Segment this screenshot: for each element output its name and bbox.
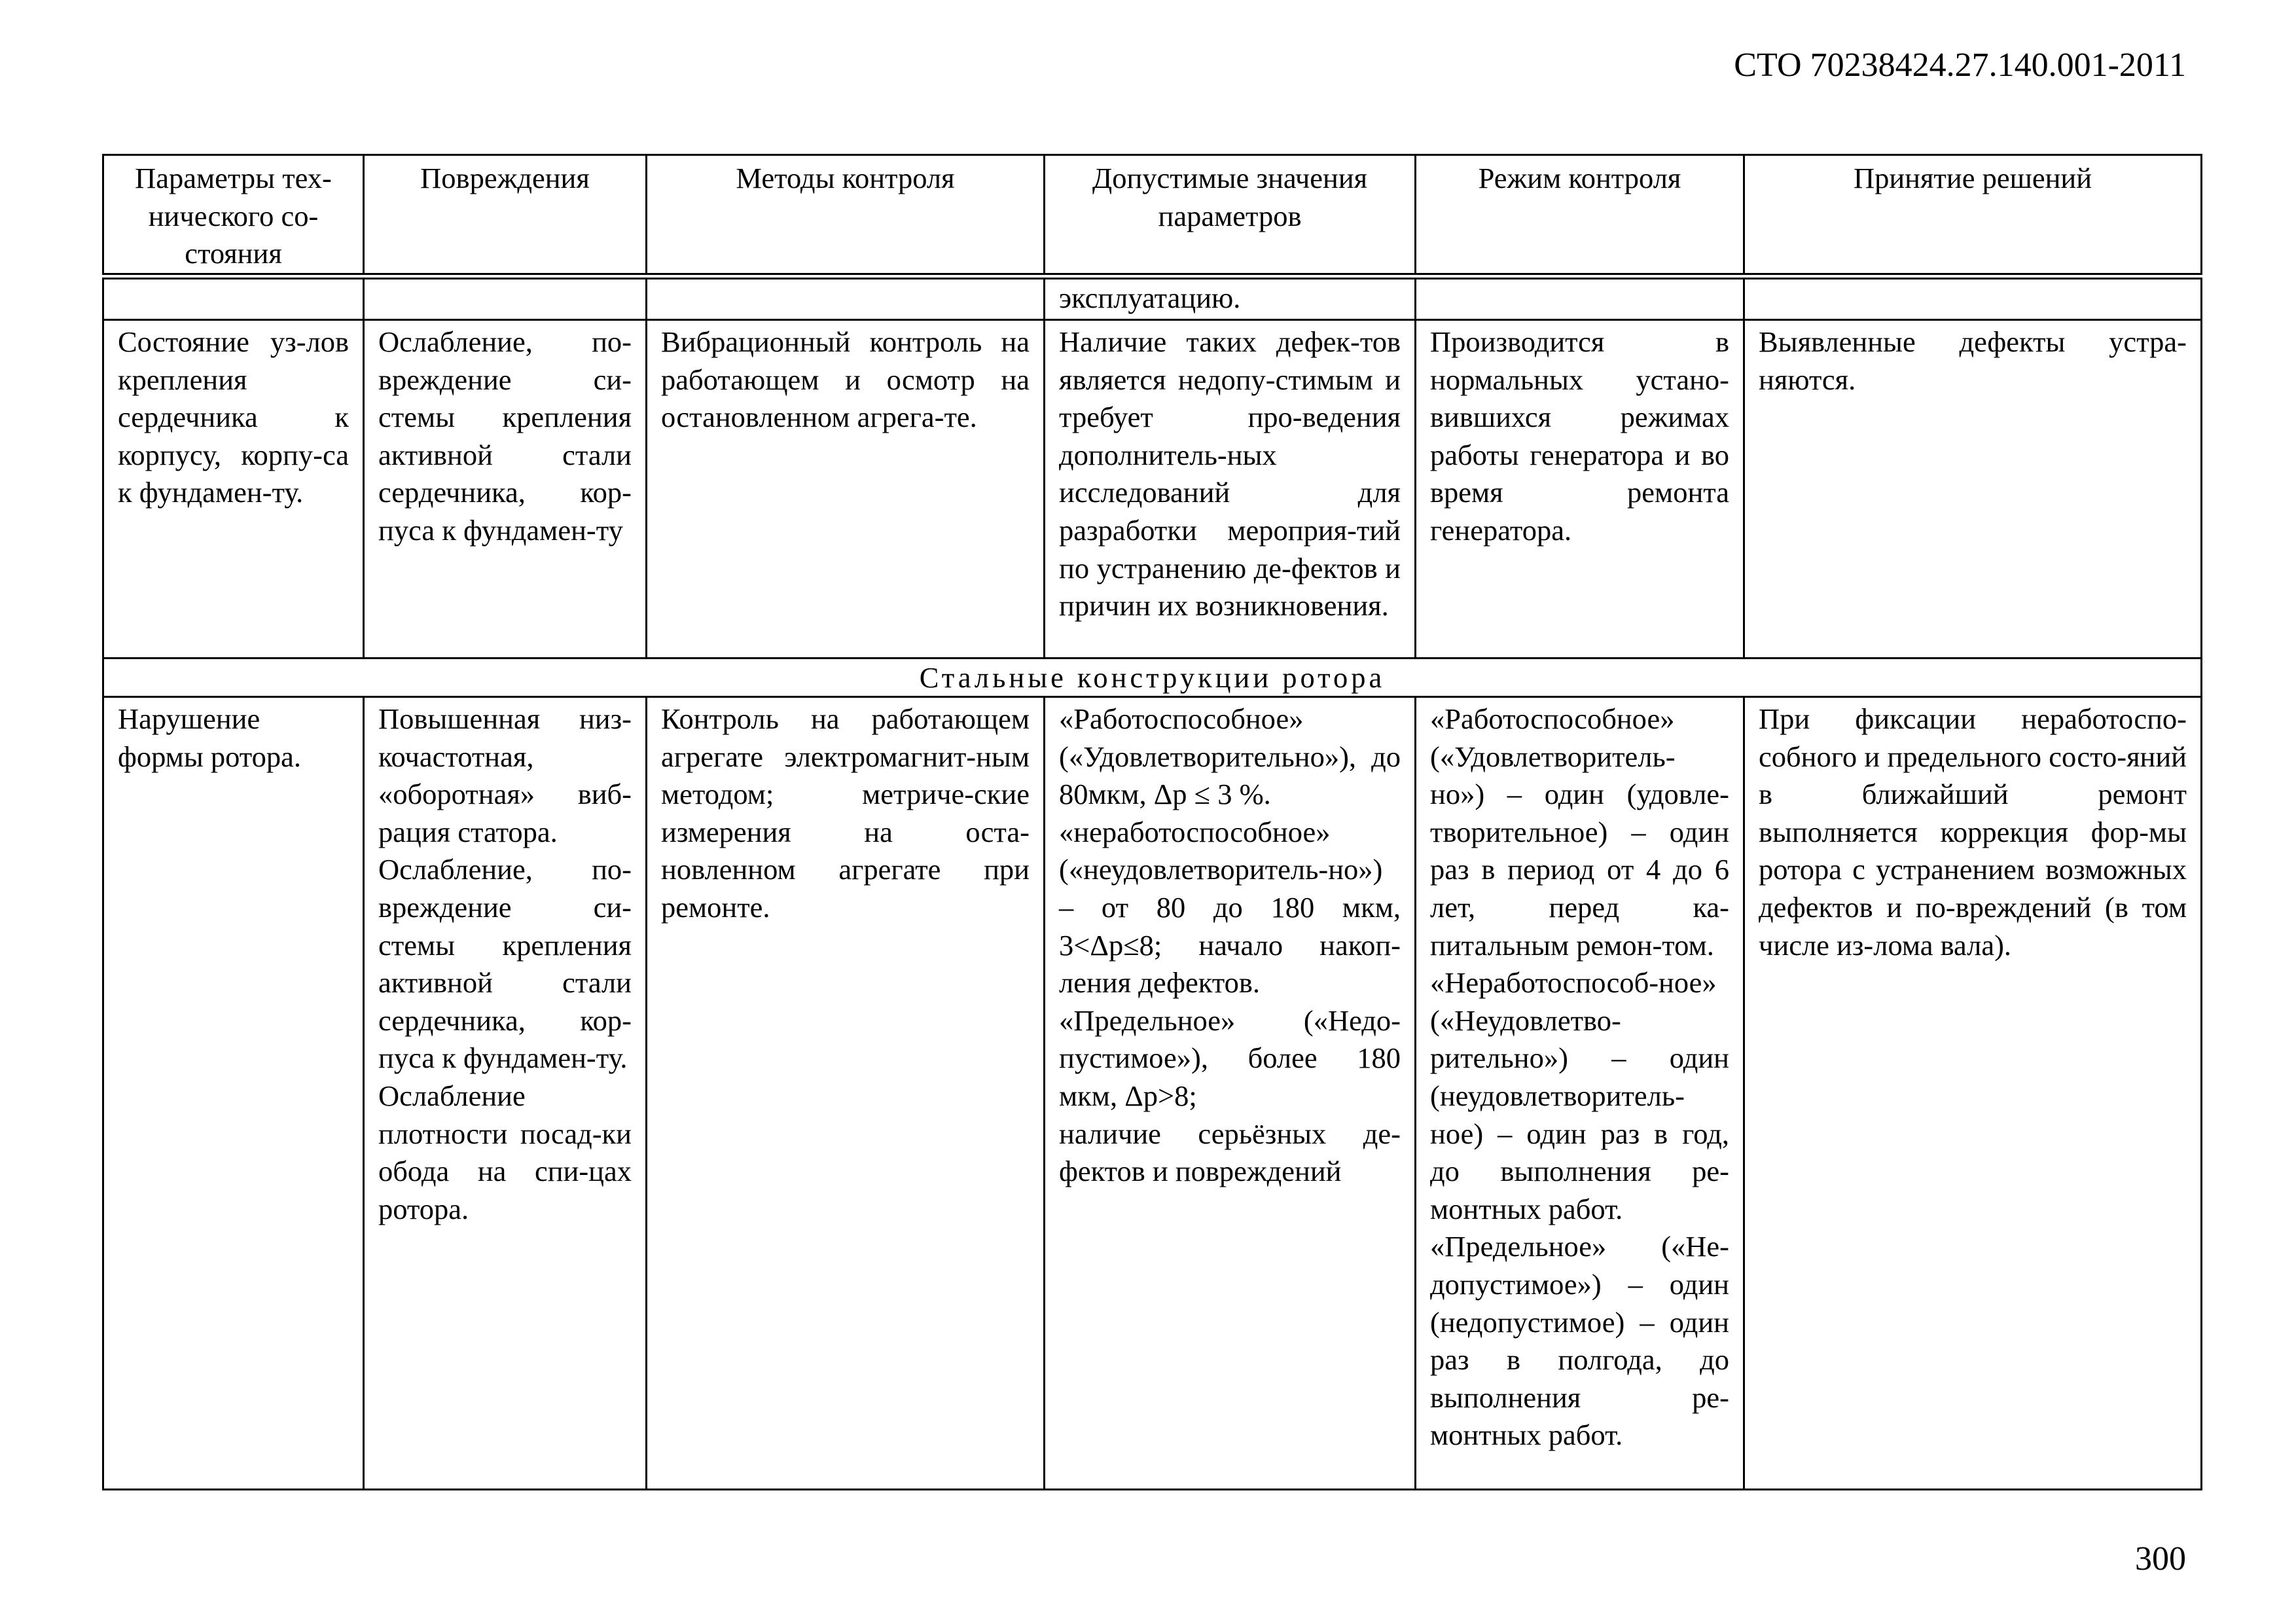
cell-damage: [364, 697, 647, 1490]
table-cell: эксплуатацию.: [1045, 276, 1416, 320]
cell-parameter: Состояние уз-лов крепления сердечника к корпусу, корпу-са к фундамен-ту.: [103, 320, 364, 659]
table-row: [103, 320, 2202, 659]
technical-condition-table: [102, 154, 2202, 1490]
cell-allowed-values: Наличие таких дефек-тов является недопу-стимым и требует про-ведения дополнитель-ных исследований для разработки мероприя-тий по устранению де-фектов и причин их возникновения.: [1045, 320, 1416, 659]
table-cell: [1416, 276, 1744, 320]
column-header-methods: Методы контроля: [647, 155, 1045, 277]
column-header-control-mode: Режим контроля: [1416, 155, 1744, 277]
paragraph: «Предельное» («Недо-пустимое»), более 180 мкм, Δp>8;: [1059, 1003, 1401, 1112]
cell-control-mode: [1416, 697, 1744, 1490]
table-header-row: [103, 155, 2202, 277]
paragraph: «Неработоспособ-ное» («Неудовлетво-рительно») – один (неудовлетворитель-ное) – один раз в год, до выполнения ре-монтных работ.: [1430, 966, 1729, 1225]
section-title: Стальные конструкции ротора: [103, 659, 2202, 697]
paragraph: «Работоспособное» («Удовлетворительно»), до 80мкм, Δp ≤ 3 %.: [1059, 702, 1401, 811]
continuation-row: [103, 276, 2202, 320]
table-cell: [364, 276, 647, 320]
section-row: [103, 659, 2202, 697]
table-cell: [647, 276, 1045, 320]
paragraph: «неработоспособное» («неудовлетворитель-но») – от 80 до 180 мкм, 3<Δp≤8; начало накоп-ления дефектов.: [1059, 815, 1401, 1000]
table-cell: [103, 276, 364, 320]
cell-decision: Выявленные дефекты устра-няются.: [1744, 320, 2202, 659]
table-row: [103, 697, 2202, 1490]
paragraph: «Предельное» («Не-допустимое») – один (недопустимое) – один раз в полгода, до выполнения ре-монтных работ.: [1430, 1230, 1729, 1452]
column-header-allowed-values: Допустимые значения параметров: [1045, 155, 1416, 277]
paragraph: Ослабление плотности посад-ки обода на спи-цах ротора.: [378, 1079, 632, 1225]
cell-parameter: Нарушение формы ротора.: [103, 697, 364, 1490]
paragraph: Ослабление, по-вреждение си-стемы крепления активной стали сердечника, кор-пуса к фундамен-ту.: [378, 853, 632, 1075]
cell-methods: Вибрационный контроль на работающем и осмотр на остановленном агрега-те.: [647, 320, 1045, 659]
paragraph: Повышенная низ-кочастотная, «оборотная» виб-рация статора.: [378, 702, 632, 848]
cell-allowed-values: [1045, 697, 1416, 1490]
cell-methods: Контроль на работающем агрегате электромагнит-ным методом; метриче-ские измерения на оста-новленном агрегате при ремонте.: [647, 697, 1045, 1490]
paragraph: «Работоспособное» («Удовлетворитель-но») – один (удовле-творительное) – один раз в период от 4 до 6 лет, перед ка-питальным ремон-том.: [1430, 702, 1729, 962]
cell-decision: При фиксации неработоспо-собного и предельного состо-яний в ближайший ремонт выполняется коррекция фор-мы ротора с устранением возможных дефектов и по-вреждений (в том числе из-лома вала).: [1744, 697, 2202, 1490]
cell-damage: Ослабление, по-вреждение си-стемы крепления активной стали сердечника, кор-пуса к фундамен-ту: [364, 320, 647, 659]
page-number: 300: [2135, 1540, 2186, 1578]
paragraph: наличие серьёзных де-фектов и повреждений: [1059, 1117, 1401, 1188]
column-header-decisions: Принятие решений: [1744, 155, 2202, 277]
cell-control-mode: Производится в нормальных устано-вившихся режимах работы генератора и во время ремонта генератора.: [1416, 320, 1744, 659]
table-cell: [1744, 276, 2202, 320]
column-header-damage: Повреждения: [364, 155, 647, 277]
column-header-parameters: Параметры тех-нического со-стояния: [103, 155, 364, 277]
document-code: СТО 70238424.27.140.001-2011: [1734, 46, 2186, 84]
